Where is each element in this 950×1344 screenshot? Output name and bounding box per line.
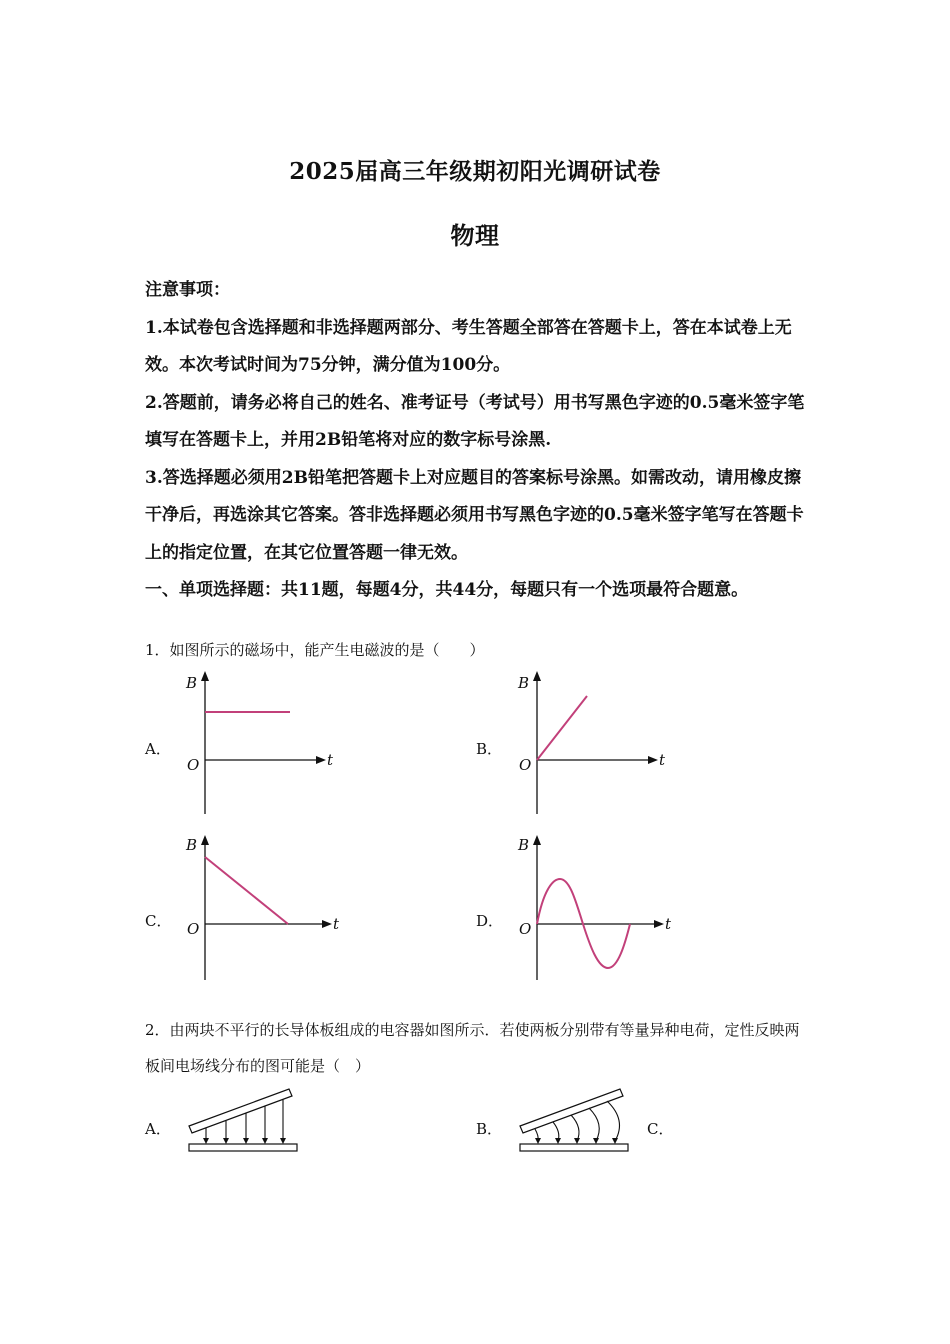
question-1-stem: 1．如图所示的磁场中，能产生电磁波的是（ ） xyxy=(145,641,485,659)
origin-label: O xyxy=(187,920,200,938)
y-axis-arrow xyxy=(201,835,209,845)
tilted-plate xyxy=(520,1089,623,1133)
y-axis-arrow xyxy=(533,671,541,681)
x-axis-arrow xyxy=(648,756,658,764)
origin-label: O xyxy=(187,756,200,774)
q2-capacitor-a xyxy=(186,1086,301,1156)
exam-title: 2025届高三年级期初阳光调研试卷 xyxy=(289,158,661,185)
b-increasing-line xyxy=(537,696,587,760)
y-axis-arrow xyxy=(533,835,541,845)
x-axis-label: t xyxy=(327,751,334,769)
x-axis-label: t xyxy=(659,751,666,769)
x-axis-label: t xyxy=(333,915,340,933)
instruction-item-3: 3.答选择题必须用2B铅笔把答题卡上对应题目的答案标号涂黑。如需改动，请用橡皮擦干净后，再选涂其它答案。答非选择题必须用书写黑色字迹的0.5毫米签字笔写在答题卡上的指定位置，在其它位置答题一律无效。 xyxy=(145,467,804,563)
q1-graph-b xyxy=(512,668,682,818)
instruction-item-1: 1.本试卷包含选择题和非选择题两部分、考生答题全部答在答题卡上，答在本试卷上无效。本次考试时间为75分钟，满分值为100分。 xyxy=(145,317,792,375)
q1-graph-d xyxy=(512,832,682,982)
q1-option-c-label: C． xyxy=(145,912,172,930)
q1-option-a-label: A． xyxy=(145,740,171,758)
instruction-item-2: 2.答题前，请务必将自己的姓名、准考证号（考试号）用书写黑色字迹的0.5毫米签字笔填写在答题卡上，并用2B铅笔将对应的数字标号涂黑. xyxy=(145,392,805,450)
y-axis-label: B xyxy=(186,836,198,854)
section-heading: 一、单项选择题：共11题，每题4分，共44分，每题只有一个选项最符合题意。 xyxy=(145,580,749,600)
y-axis-label: B xyxy=(186,674,198,692)
b-decreasing-line xyxy=(205,857,288,924)
q2-option-b-label: B． xyxy=(476,1120,503,1138)
origin-label: O xyxy=(519,920,532,938)
q2-capacitor-b xyxy=(517,1086,632,1156)
question-2 xyxy=(145,1012,810,1084)
instructions-heading: 注意事项： xyxy=(145,280,230,300)
tilted-plate xyxy=(189,1089,292,1133)
q1-graph-a xyxy=(180,668,350,818)
origin-label: O xyxy=(519,756,532,774)
q2-option-c-label: C． xyxy=(647,1120,674,1138)
bottom-plate xyxy=(189,1144,297,1151)
x-axis-arrow xyxy=(322,920,332,928)
question-1 xyxy=(145,632,810,668)
q1-graph-c xyxy=(180,832,350,982)
y-axis-arrow xyxy=(201,671,209,681)
q2-option-a-label: A． xyxy=(145,1120,171,1138)
y-axis-label: B xyxy=(518,674,530,692)
bottom-plate xyxy=(520,1144,628,1151)
x-axis-label: t xyxy=(665,915,672,933)
instructions xyxy=(145,272,810,610)
y-axis-label: B xyxy=(518,836,530,854)
subject-title: 物理 xyxy=(450,221,500,250)
x-axis-arrow xyxy=(316,756,326,764)
q1-option-d-label: D． xyxy=(476,912,504,930)
question-2-stem: 2．由两块不平行的长导体板组成的电容器如图所示．若使两板分别带有等量异种电荷，定性反映两板间电场线分布的图可能是（ ） xyxy=(145,1021,800,1075)
x-axis-arrow xyxy=(654,920,664,928)
q1-option-b-label: B． xyxy=(476,740,503,758)
